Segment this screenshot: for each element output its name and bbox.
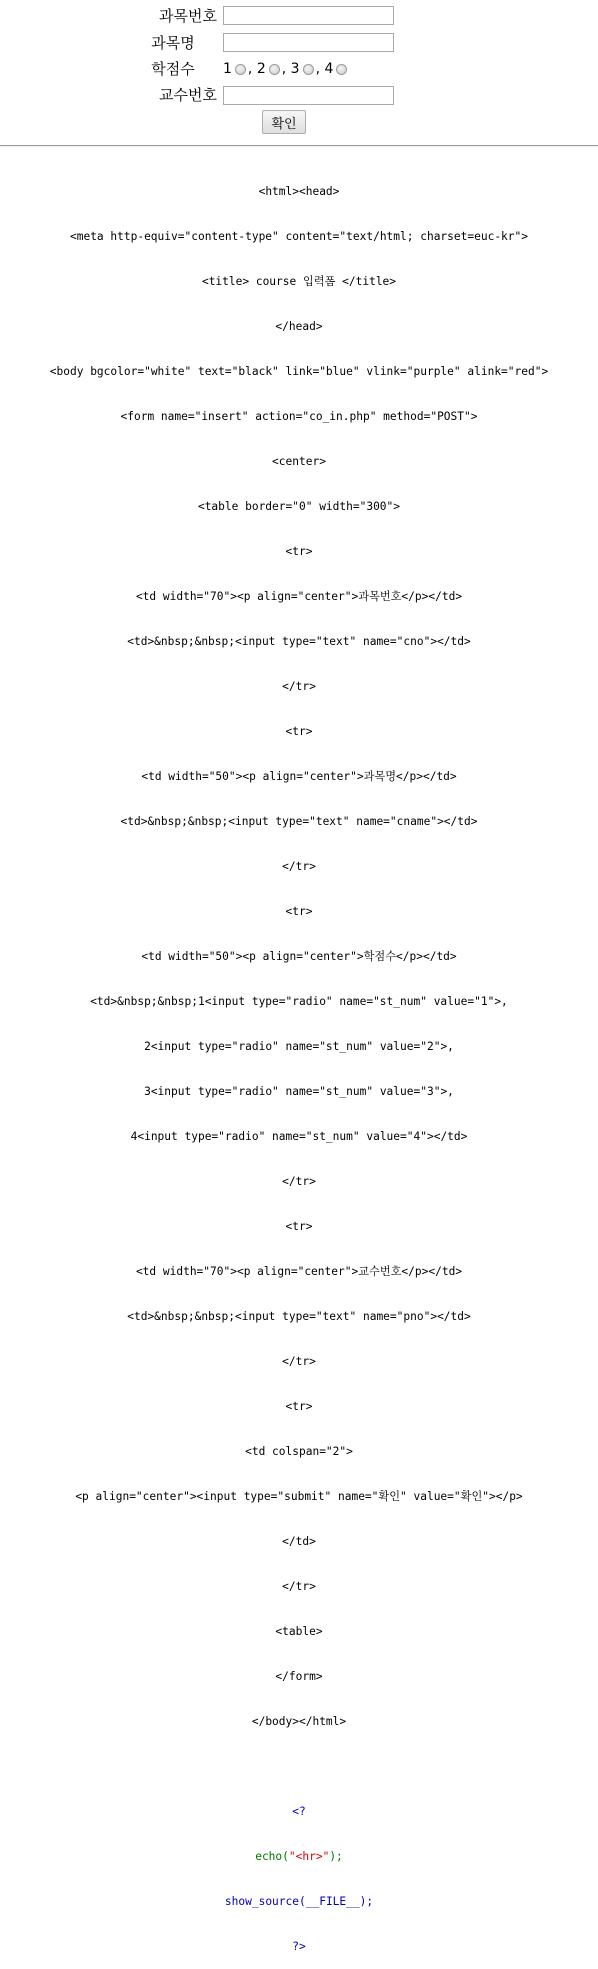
source-line: <body bgcolor="white" text="black" link="blue" vlink="purple" alink="red">: [49, 365, 549, 378]
source-line: <td>&nbsp;&nbsp;<input type="text" name="cname"></td>: [120, 815, 478, 828]
course-name-input[interactable]: [223, 33, 394, 52]
source-line: <table>: [275, 1625, 323, 1638]
php-echo-close: );: [329, 1850, 343, 1863]
source-line: <title> course 입력폼 </title>: [201, 275, 397, 288]
php-echo-arg: "<hr>": [288, 1850, 330, 1863]
credit-option-3-text: 3: [290, 61, 300, 77]
course-number-input[interactable]: [223, 6, 394, 25]
source-line: <td width="50"><p align="center">학점수</p></td>: [141, 950, 457, 963]
source-line: 2<input type="radio" name="st_num" value="2">,: [144, 1040, 454, 1053]
source-line: 3<input type="radio" name="st_num" value="3">,: [144, 1085, 454, 1098]
source-line: <tr>: [285, 1220, 313, 1233]
source-line: <meta http-equiv="content-type" content="text/html; charset=euc-kr">: [69, 230, 528, 243]
source-line: <tr>: [285, 545, 313, 558]
source-line: 4<input type="radio" name="st_num" value="4"></td>: [130, 1130, 468, 1143]
credit-option-1-text: 1: [223, 61, 232, 77]
submit-button[interactable]: 확인: [262, 110, 306, 134]
source-line: <td width="50"><p align="center">과목명</p></td>: [141, 770, 457, 783]
source-line: <td>&nbsp;&nbsp;<input type="text" name="pno"></td>: [127, 1310, 471, 1323]
source-line: <tr>: [285, 1400, 313, 1413]
credit-option-4-text: 4: [324, 61, 334, 77]
php-echo-fn: echo(: [255, 1850, 289, 1863]
course-name-label: 과목명: [151, 34, 195, 52]
source-line: <tr>: [285, 725, 313, 738]
source-code-listing: [0, 154, 598, 1969]
radio-separator: ,: [281, 61, 291, 77]
source-line: <html><head>: [258, 185, 340, 198]
source-line: </form>: [275, 1670, 323, 1683]
professor-number-label: 교수번호: [159, 86, 217, 104]
source-line: <td>&nbsp;&nbsp;1<input type="radio" name="st_num" value="1">,: [90, 995, 508, 1008]
source-line: </tr>: [282, 1355, 316, 1368]
credit-label: 학점수: [151, 60, 195, 78]
course-input-form: [0, 0, 598, 146]
source-line: </tr>: [282, 860, 316, 873]
radio-separator: ,: [315, 61, 325, 77]
source-line: </tr>: [282, 680, 316, 693]
credit-radio-2[interactable]: [269, 64, 280, 75]
credit-option-2-text: 2: [256, 61, 266, 77]
source-line: <table border="0" width="300">: [197, 500, 401, 513]
radio-separator: ,: [247, 61, 257, 77]
source-line: </td>: [282, 1535, 316, 1548]
source-line: <td>&nbsp;&nbsp;<input type="text" name="cno"></td>: [127, 635, 471, 648]
php-show-source-line: show_source(__FILE__);: [224, 1895, 374, 1908]
php-open-tag: <?: [292, 1805, 306, 1818]
php-close-tag: ?>: [292, 1940, 306, 1953]
source-line: </head>: [275, 320, 323, 333]
source-line: <center>: [272, 455, 326, 468]
source-line: <form name="insert" action="co_in.php" method="POST">: [120, 410, 478, 423]
course-number-label: 과목번호: [159, 7, 217, 25]
source-line: <p align="center"><input type="submit" name="확인" value="확인"></p>: [75, 1490, 523, 1503]
credit-radio-1[interactable]: [235, 64, 246, 75]
source-line: <td width="70"><p align="center">교수번호</p></td>: [135, 1265, 463, 1278]
source-line: <td colspan="2">: [245, 1445, 353, 1458]
source-line: <td width="70"><p align="center">과목번호</p></td>: [135, 590, 463, 603]
credit-radio-3[interactable]: [303, 64, 314, 75]
source-line: [0, 1759, 598, 1774]
horizontal-rule: [0, 145, 598, 147]
professor-number-input[interactable]: [223, 86, 394, 105]
source-line: <tr>: [285, 905, 313, 918]
credit-radio-4[interactable]: [336, 64, 347, 75]
credit-radio-group: [223, 60, 349, 78]
source-line: </tr>: [282, 1175, 316, 1188]
source-line: </body></html>: [251, 1715, 347, 1728]
source-line: </tr>: [282, 1580, 316, 1593]
php-echo-line: [0, 1849, 598, 1864]
